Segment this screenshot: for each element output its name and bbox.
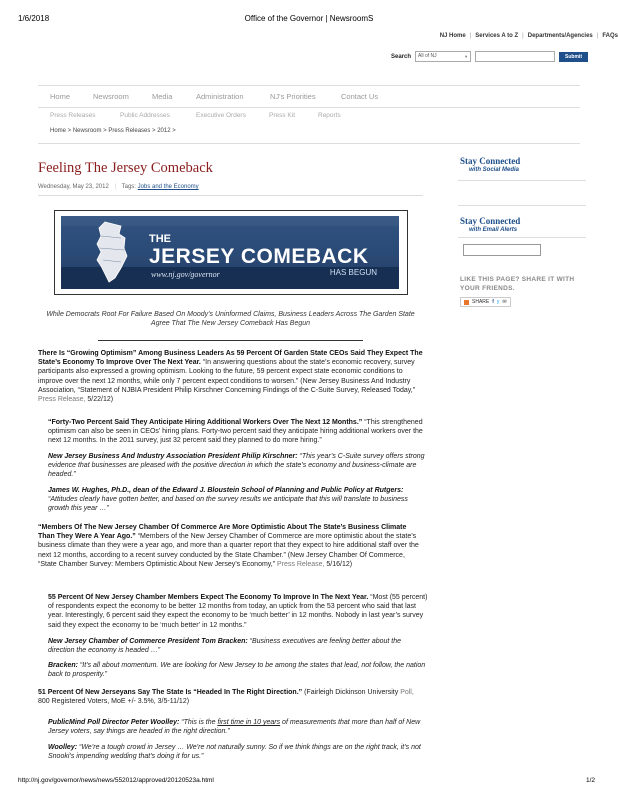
email-icon: ✉ (502, 299, 507, 305)
divider (458, 237, 586, 238)
share-icon (464, 300, 469, 305)
divider (38, 195, 423, 196)
paragraph-11: Woolley: “We’re a tough crowd in Jersey … We’re not naturally sunny. So if we think things are on the right track, it’s not Snooki’s impending wedding that’s doing it for us.” (48, 744, 421, 761)
divider (458, 205, 586, 206)
faqs-link[interactable]: FAQs (602, 33, 618, 39)
divider (38, 143, 580, 144)
top-links: NJ Home | Services A to Z | Departments/Agencies | FAQs (439, 33, 618, 39)
paragraph-3: New Jersey Business And Industry Association President Philip Kirschner: “This year’s C-Suite survey offers strong evidence that businesses are pleased with the positive direction in which the state’s economy and business-climate are headed.” (48, 453, 425, 479)
first-time-link[interactable]: first time in 10 years (217, 719, 281, 726)
breadcrumb[interactable]: Home > Newsroom > Press Releases > 2012 > (50, 128, 176, 134)
paragraph-1: There Is “Growing Optimism” Among Business Leaders As 59 Percent Of Garden State CEOs Said They Expect The State’s Economy To Improve Over The Next Year. “In answering questions about the state’s economic recovery, survey participants also expressed a growing optimism. Looking to the future, 59 percent expect state economic conditions to improve over the next 12 months, while only 7 percent expect conditions to worsen.” (New Jersey Business And Industry Association, “Statement of NJBIA President Philip Kirschner Concerning Findings of the C-Suite Survey, Released Today,” Press Release, 5/22/12) (38, 350, 423, 404)
stay-connected-email-heading[interactable]: Stay Connected (460, 216, 521, 226)
banner-has-begun: HAS BEGUN (329, 268, 377, 277)
paragraph-4: James W. Hughes, Ph.D., dean of the Edward J. Bloustein School of Planning and Public Policy at Rutgers: “Attitudes clearly have gotten better, and based on the survey results we anticipate that this will translate to business growth this year …” (48, 487, 408, 513)
paragraph-6: 55 Percent Of New Jersey Chamber Members Expect The Economy To Improve In The Next Year. “Most (55 percent) of respondents expect the economy to be better 12 months from today, an uptick from the 53 percent who said that last year. Interestingly, 6 percent said they expect the economy to be ‘much better’ in 12 months. Nobody in last year’s survey said they expect the economy to be ‘much better’ in 12 months.” (48, 594, 428, 629)
services-link[interactable]: Services A to Z (475, 33, 519, 39)
nj-home-link[interactable]: NJ Home (439, 33, 466, 39)
print-title: Office of the Governor | NewsroomS (244, 14, 374, 23)
share-prompt: LIKE THIS PAGE? SHARE IT WITH YOUR FRIENDS. (460, 276, 575, 293)
nav-priorities[interactable]: NJ's Priorities (270, 92, 316, 101)
search-scope-select[interactable]: All of NJ ▼ (415, 51, 471, 62)
social-media-link[interactable]: with Social Media (469, 167, 520, 173)
jersey-comeback-banner (61, 216, 399, 289)
paragraph-10: PublicMind Poll Director Peter Woolley: “This is the first time in 10 years of measurements that more than half of New Jersey voters, say things are headed in the right direction.” (48, 719, 421, 736)
stay-connected-social-heading[interactable]: Stay Connected (460, 156, 521, 166)
nav-newsroom[interactable]: Newsroom (93, 92, 129, 101)
paragraph-9: 51 Percent Of New Jerseyans Say The State Is “Headed In The Right Direction.” (Fairleigh Dickinson University Poll, 800 Registered Voters, MoE +/- 3.5%, 3/5-11/12) (38, 689, 414, 706)
article-meta: Wednesday, May 23, 2012 | Tags: Jobs and the Economy (38, 184, 199, 190)
email-input[interactable] (463, 244, 541, 256)
twitter-icon: y (496, 299, 500, 305)
nav-executive-orders[interactable]: Executive Orders (196, 112, 246, 119)
nav-reports[interactable]: Reports (318, 112, 341, 119)
divider (98, 340, 363, 341)
article-date: Wednesday, May 23, 2012 (38, 184, 109, 190)
nav-administration[interactable]: Administration (196, 92, 244, 101)
nav-media[interactable]: Media (152, 92, 173, 101)
nav-press-releases[interactable]: Press Releases (50, 112, 96, 119)
print-date: 1/6/2018 (18, 14, 50, 23)
email-alerts-link[interactable]: with Email Alerts (469, 227, 518, 233)
nj-map-icon (91, 220, 131, 284)
article-subtitle: While Democrats Root For Failure Based On Moody's Uninformed Claims, Business Leaders Across The Garden State Agree That The New Jersey Comeback Has Begun (46, 311, 415, 328)
primary-nav (38, 85, 580, 108)
nav-press-kit[interactable]: Press Kit (269, 112, 296, 119)
paragraph-7: New Jersey Chamber of Commerce President Tom Bracken: “Business executives are feeling better about the direction the economy is headed …” (48, 638, 402, 655)
tags-label: Tags: (121, 184, 136, 190)
search-input[interactable] (475, 51, 555, 62)
search-bar (391, 51, 588, 62)
article-title: Feeling The Jersey Comeback (38, 160, 213, 176)
nav-contact[interactable]: Contact Us (341, 92, 379, 101)
banner-headline: JERSEY COMEBACK (149, 245, 369, 268)
departments-link[interactable]: Departments/Agencies (527, 33, 593, 39)
banner-the: THE (149, 233, 171, 245)
nav-public-addresses[interactable]: Public Addresses (120, 112, 170, 119)
paragraph-8: Bracken: “It’s all about momentum. We are looking for New Jersey to be among the states that lead, not follow, the nation back to prosperity.” (48, 662, 426, 679)
paragraph-2: “Forty-Two Percent Said They Anticipate Hiring Additional Workers Over The Next 12 Months.” “This strengthened optimism can also be seen in CEOs’ hiring plans. Forty-two percent said they anticipate hiring additional workers over the next 12 months. In the 2011 survey, just 32 percent said they planned to do more hiring.” (48, 419, 423, 445)
banner-url: www.nj.gov/governor (151, 270, 220, 279)
nav-home[interactable]: Home (50, 92, 71, 101)
search-label: Search (391, 53, 412, 60)
footer-url: http://nj.gov/governor/news/news/552012/approved/20120523a.html (18, 777, 214, 784)
share-button[interactable]: SHARE f y ✉ (460, 297, 511, 307)
search-submit-button[interactable]: Submit (559, 52, 588, 62)
tag-link[interactable]: Jobs and the Economy (137, 184, 199, 190)
paragraph-5: “Members Of The New Jersey Chamber Of Commerce Are More Optimistic About The State’s Business Climate Than They Were A Year Ago.” “Members of the New Jersey Chamber of Commerce are more optimistic about the state’s business climate than they were a year ago, and more than a quarter report that they expect to hire additional staff over the next 12 months, according to a recent survey conducted by the State Chamber.” (New Jersey Chamber Of Commerce, “State Chamber Survey: Members Optimistic About New Jersey’s Economy,” Press Release, 5/16/12) (38, 524, 419, 568)
divider (458, 180, 586, 181)
footer-page: 1/2 (586, 777, 596, 784)
facebook-icon: f (492, 299, 494, 305)
